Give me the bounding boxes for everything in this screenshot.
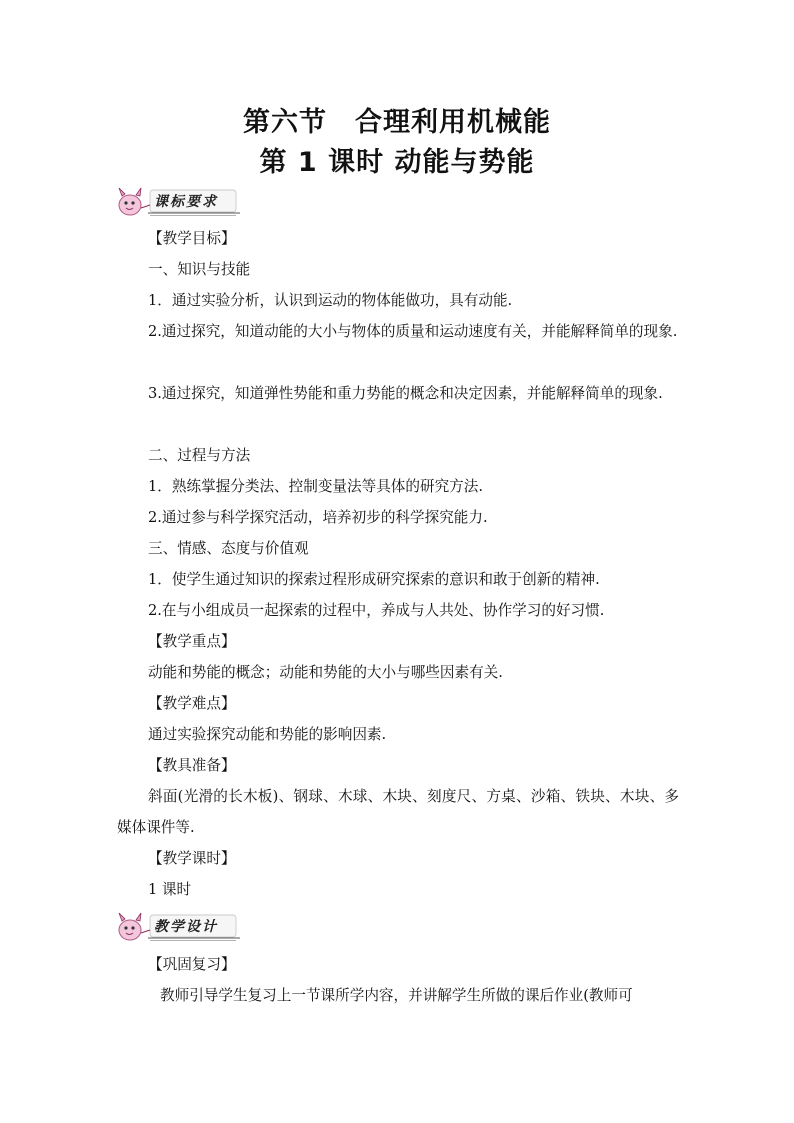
materials-text: 斜面(光滑的长木板)、钢球、木球、木块、刻度尺、方桌、沙箱、铁块、木块、多媒体课件等. xyxy=(117,788,679,836)
knowledge-item-3: 3.通过探究，知道弹性势能和重力势能的概念和决定因素，并能解释简单的现象. xyxy=(148,385,663,402)
emotion-item-2: 2.在与小组成员一起探索的过程中，养成与人共处、协作学习的好习惯. xyxy=(148,602,605,619)
design-section-badge xyxy=(114,911,242,943)
lesson-title: 第 1 课时 动能与势能 xyxy=(259,147,535,178)
knowledge-item-1: 1．通过实验分析，认识到运动的物体能做功，具有动能. xyxy=(148,292,513,309)
design-section-label: 教学设计 xyxy=(154,919,218,935)
review-heading: 【巩固复习】 xyxy=(148,956,236,973)
process-methods-subheading: 二、过程与方法 xyxy=(148,447,251,464)
difficulties-text: 通过实验探究动能和势能的影响因素. xyxy=(148,726,387,743)
standards-section-label: 课标要求 xyxy=(154,194,218,210)
hours-heading: 【教学课时】 xyxy=(148,850,236,867)
key-points-heading: 【教学重点】 xyxy=(148,633,236,650)
knowledge-item-2: 2.通过探究，知道动能的大小与物体的质量和运动速度有关，并能解释简单的现象. xyxy=(148,323,678,340)
process-item-2: 2.通过参与科学探究活动，培养初步的科学探究能力. xyxy=(148,509,488,526)
objectives-heading: 【教学目标】 xyxy=(148,230,236,247)
review-text: 教师引导学生复习上一节课所学内容，并讲解学生所做的课后作业(教师可 xyxy=(160,987,633,1004)
difficulties-heading: 【教学难点】 xyxy=(148,695,236,712)
materials-heading: 【教具准备】 xyxy=(148,757,236,774)
emotion-values-subheading: 三、情感、态度与价值观 xyxy=(148,540,309,557)
emotion-item-1: 1．使学生通过知识的探索过程形成研究探索的意识和敢于创新的精神. xyxy=(148,571,600,588)
hours-text: 1 课时 xyxy=(148,881,192,898)
process-item-1: 1．熟练掌握分类法、控制变量法等具体的研究方法. xyxy=(148,478,483,495)
knowledge-skills-subheading: 一、知识与技能 xyxy=(148,261,251,278)
key-points-text: 动能和势能的概念；动能和势能的大小与哪些因素有关. xyxy=(148,664,503,681)
standards-section-badge xyxy=(114,186,242,218)
section-title: 第六节 合理利用机械能 xyxy=(243,107,551,138)
